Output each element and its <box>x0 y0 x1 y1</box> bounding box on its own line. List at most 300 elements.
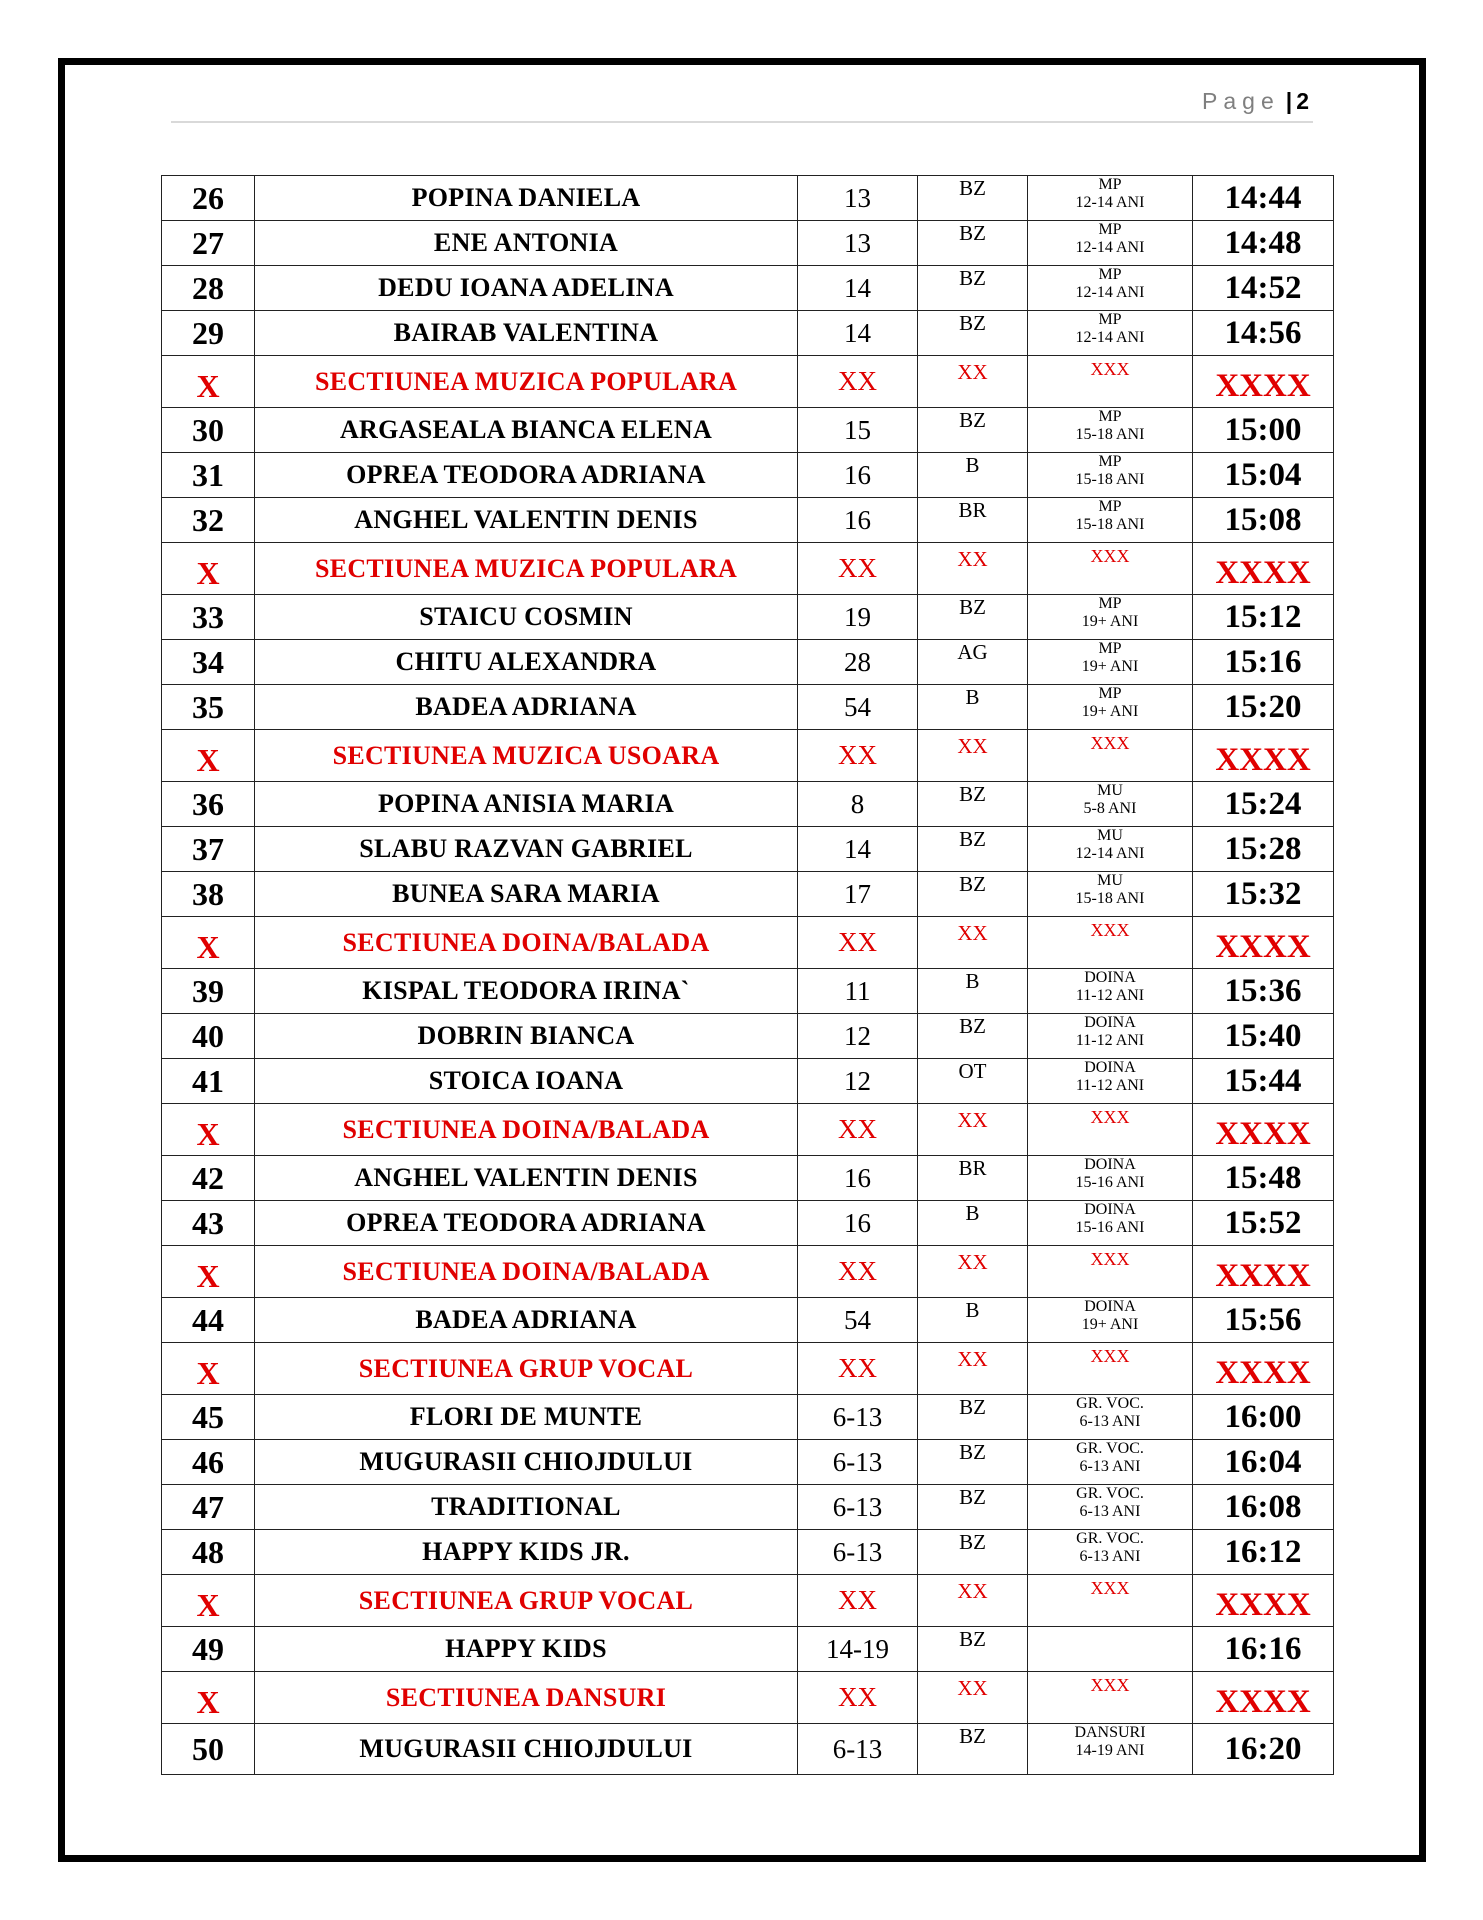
participant-age: 54 <box>798 1298 918 1343</box>
participant-name: SLABU RAZVAN GABRIEL <box>255 827 798 872</box>
county-code: BZ <box>918 1485 1028 1530</box>
participant-age: 17 <box>798 872 918 917</box>
participant-name: SECTIUNEA DANSURI <box>255 1672 798 1724</box>
category-age-group: 15-18 ANI <box>1075 516 1145 533</box>
category <box>1028 872 1193 917</box>
entry-number: 35 <box>162 685 255 730</box>
performance-time: 16:08 <box>1193 1485 1334 1530</box>
category-section: MP <box>1098 266 1122 283</box>
county-code: B <box>918 685 1028 730</box>
performance-time: 15:40 <box>1193 1014 1334 1059</box>
performance-time: XXXX <box>1193 917 1334 969</box>
entry-number: 47 <box>162 1485 255 1530</box>
county-code: BZ <box>918 266 1028 311</box>
entry-number: 50 <box>162 1724 255 1775</box>
participant-name: DOBRIN BIANCA <box>255 1014 798 1059</box>
table-row <box>162 176 1334 221</box>
entry-number: X <box>162 1672 255 1724</box>
category-section: DOINA <box>1084 1059 1136 1076</box>
performance-time: 16:00 <box>1193 1395 1334 1440</box>
category <box>1028 685 1193 730</box>
table-row <box>162 1627 1334 1672</box>
entry-number: 37 <box>162 827 255 872</box>
category-section: MP <box>1098 311 1122 328</box>
category-section: MU <box>1097 782 1123 799</box>
table-row <box>162 498 1334 543</box>
performance-time: 15:44 <box>1193 1059 1334 1104</box>
entry-number: X <box>162 1575 255 1627</box>
participant-age: 54 <box>798 685 918 730</box>
participant-age: 16 <box>798 453 918 498</box>
county-code: B <box>918 453 1028 498</box>
category-section: MP <box>1098 595 1122 612</box>
county-code: BZ <box>918 408 1028 453</box>
table-row <box>162 1530 1334 1575</box>
category-age-group: 12-14 ANI <box>1075 284 1145 301</box>
participant-age: 11 <box>798 969 918 1014</box>
participant-age: XX <box>798 543 918 595</box>
category <box>1028 266 1193 311</box>
category <box>1028 1395 1193 1440</box>
performance-time: XXXX <box>1193 1575 1334 1627</box>
category-section: XXX <box>1090 1346 1130 1366</box>
participant-age: 6-13 <box>798 1724 918 1775</box>
page-separator: | <box>1285 88 1293 114</box>
participant-name: POPINA DANIELA <box>255 176 798 221</box>
category-age-group: 11-12 ANI <box>1075 987 1145 1004</box>
performance-time: 15:20 <box>1193 685 1334 730</box>
table-row <box>162 969 1334 1014</box>
county-code: XX <box>918 1104 1028 1156</box>
participant-age: 28 <box>798 640 918 685</box>
participant-age: 12 <box>798 1014 918 1059</box>
category-section: MP <box>1098 408 1122 425</box>
entry-number: 34 <box>162 640 255 685</box>
performance-time: XXXX <box>1193 1343 1334 1395</box>
section-header-row <box>162 1246 1334 1298</box>
participant-name: ENE ANTONIA <box>255 221 798 266</box>
entry-number: 26 <box>162 176 255 221</box>
section-header-row <box>162 730 1334 782</box>
participant-age: 6-13 <box>798 1395 918 1440</box>
entry-number: 29 <box>162 311 255 356</box>
entry-number: X <box>162 543 255 595</box>
entry-number: 32 <box>162 498 255 543</box>
table-row <box>162 1156 1334 1201</box>
participant-age: 16 <box>798 498 918 543</box>
county-code: BR <box>918 498 1028 543</box>
section-header-row <box>162 1104 1334 1156</box>
county-code: BZ <box>918 1530 1028 1575</box>
category <box>1028 1014 1193 1059</box>
category-age-group: 6-13 ANI <box>1079 1548 1141 1565</box>
performance-time: XXXX <box>1193 1246 1334 1298</box>
category-section: MU <box>1097 872 1123 889</box>
performance-time: XXXX <box>1193 1104 1334 1156</box>
category-section: DOINA <box>1084 1298 1136 1315</box>
county-code: XX <box>918 1575 1028 1627</box>
category <box>1028 1343 1193 1395</box>
participant-name: DEDU IOANA ADELINA <box>255 266 798 311</box>
category <box>1028 730 1193 782</box>
entry-number: 30 <box>162 408 255 453</box>
table-row <box>162 827 1334 872</box>
category <box>1028 595 1193 640</box>
category-section: MP <box>1098 498 1122 515</box>
table-row <box>162 221 1334 266</box>
category-section: MP <box>1098 640 1122 657</box>
category-section: MU <box>1097 827 1123 844</box>
entry-number: 38 <box>162 872 255 917</box>
entry-number: X <box>162 1104 255 1156</box>
category <box>1028 176 1193 221</box>
category-section: XXX <box>1090 920 1130 940</box>
category <box>1028 1201 1193 1246</box>
category-section: GR. VOC. <box>1076 1395 1144 1412</box>
participant-name: STOICA IOANA <box>255 1059 798 1104</box>
participant-name: STAICU COSMIN <box>255 595 798 640</box>
category <box>1028 1440 1193 1485</box>
category <box>1028 1627 1193 1672</box>
participant-age: 16 <box>798 1201 918 1246</box>
category-age-group: 14-19 ANI <box>1075 1742 1145 1759</box>
performance-time: 15:28 <box>1193 827 1334 872</box>
category <box>1028 1485 1193 1530</box>
participant-name: SECTIUNEA MUZICA USOARA <box>255 730 798 782</box>
table-row <box>162 453 1334 498</box>
category <box>1028 1298 1193 1343</box>
performance-time: 15:48 <box>1193 1156 1334 1201</box>
county-code: BZ <box>918 782 1028 827</box>
participant-name: BADEA ADRIANA <box>255 1298 798 1343</box>
county-code: BZ <box>918 1395 1028 1440</box>
county-code: XX <box>918 730 1028 782</box>
participant-name: BAIRAB VALENTINA <box>255 311 798 356</box>
table-row <box>162 1440 1334 1485</box>
category-age-group: 11-12 ANI <box>1075 1032 1145 1049</box>
category <box>1028 827 1193 872</box>
table-row <box>162 311 1334 356</box>
section-header-row <box>162 543 1334 595</box>
county-code: BZ <box>918 1627 1028 1672</box>
category-age-group: 6-13 ANI <box>1079 1503 1141 1520</box>
participant-age: XX <box>798 730 918 782</box>
county-code: B <box>918 969 1028 1014</box>
page-number: 2 <box>1296 88 1309 114</box>
category-section: XXX <box>1090 546 1130 566</box>
performance-time: 15:16 <box>1193 640 1334 685</box>
participant-age: XX <box>798 1343 918 1395</box>
category-section: XXX <box>1090 1578 1130 1598</box>
entry-number: 45 <box>162 1395 255 1440</box>
county-code: B <box>918 1201 1028 1246</box>
participant-age: 8 <box>798 782 918 827</box>
participant-name: POPINA ANISIA MARIA <box>255 782 798 827</box>
entry-number: 43 <box>162 1201 255 1246</box>
performance-time: 15:56 <box>1193 1298 1334 1343</box>
participant-age: 13 <box>798 176 918 221</box>
performance-time: 15:08 <box>1193 498 1334 543</box>
participant-age: 6-13 <box>798 1530 918 1575</box>
category-section: XXX <box>1090 1107 1130 1127</box>
participant-name: SECTIUNEA DOINA/BALADA <box>255 1246 798 1298</box>
category <box>1028 543 1193 595</box>
category-age-group: 19+ ANI <box>1081 658 1139 675</box>
entry-number: 39 <box>162 969 255 1014</box>
table-row <box>162 266 1334 311</box>
county-code: BZ <box>918 1440 1028 1485</box>
entry-number: X <box>162 730 255 782</box>
entry-number: 41 <box>162 1059 255 1104</box>
category-section: MP <box>1098 221 1122 238</box>
category-section: XXX <box>1090 1249 1130 1269</box>
category-section: DOINA <box>1084 969 1136 986</box>
participant-name: FLORI DE MUNTE <box>255 1395 798 1440</box>
entry-number: 44 <box>162 1298 255 1343</box>
performance-time: 15:04 <box>1193 453 1334 498</box>
performance-time: 14:48 <box>1193 221 1334 266</box>
category <box>1028 969 1193 1014</box>
county-code: BZ <box>918 1724 1028 1775</box>
page-label: Page <box>1202 88 1280 114</box>
entry-number: 48 <box>162 1530 255 1575</box>
participant-age: 13 <box>798 221 918 266</box>
county-code: XX <box>918 917 1028 969</box>
category-section: MP <box>1098 453 1122 470</box>
entry-number: 49 <box>162 1627 255 1672</box>
category <box>1028 1530 1193 1575</box>
table-row <box>162 1059 1334 1104</box>
participant-age: 12 <box>798 1059 918 1104</box>
category-age-group: 19+ ANI <box>1081 613 1139 630</box>
category <box>1028 1724 1193 1775</box>
performance-time: 16:16 <box>1193 1627 1334 1672</box>
county-code: BZ <box>918 595 1028 640</box>
participant-name: HAPPY KIDS <box>255 1627 798 1672</box>
participant-name: BADEA ADRIANA <box>255 685 798 730</box>
county-code: OT <box>918 1059 1028 1104</box>
participant-age: 14 <box>798 266 918 311</box>
participant-name: SECTIUNEA GRUP VOCAL <box>255 1575 798 1627</box>
participant-age: 15 <box>798 408 918 453</box>
entry-number: 27 <box>162 221 255 266</box>
category-section: GR. VOC. <box>1076 1530 1144 1547</box>
page-header <box>171 86 1313 123</box>
participant-name: BUNEA SARA MARIA <box>255 872 798 917</box>
category <box>1028 1575 1193 1627</box>
performance-time: 15:12 <box>1193 595 1334 640</box>
performance-time: XXXX <box>1193 356 1334 408</box>
category <box>1028 311 1193 356</box>
performance-time: XXXX <box>1193 543 1334 595</box>
table-row <box>162 595 1334 640</box>
category <box>1028 453 1193 498</box>
category-age-group: 15-18 ANI <box>1075 890 1145 907</box>
table-row <box>162 1485 1334 1530</box>
table-row <box>162 782 1334 827</box>
performance-time: 14:56 <box>1193 311 1334 356</box>
section-header-row <box>162 1343 1334 1395</box>
entry-number: 36 <box>162 782 255 827</box>
section-header-row <box>162 1575 1334 1627</box>
section-header-row <box>162 356 1334 408</box>
participant-age: 14 <box>798 827 918 872</box>
performance-time: 14:44 <box>1193 176 1334 221</box>
category <box>1028 1059 1193 1104</box>
category <box>1028 356 1193 408</box>
participant-name: MUGURASII CHIOJDULUI <box>255 1440 798 1485</box>
table-row <box>162 640 1334 685</box>
category-age-group: 15-16 ANI <box>1075 1174 1145 1191</box>
performance-time: 16:12 <box>1193 1530 1334 1575</box>
category-age-group: 12-14 ANI <box>1075 239 1145 256</box>
county-code: XX <box>918 543 1028 595</box>
category-section: MP <box>1098 685 1122 702</box>
participant-age: XX <box>798 1104 918 1156</box>
entry-number: X <box>162 356 255 408</box>
category <box>1028 640 1193 685</box>
category <box>1028 408 1193 453</box>
section-header-row <box>162 1672 1334 1724</box>
county-code: XX <box>918 356 1028 408</box>
category-section: GR. VOC. <box>1076 1440 1144 1457</box>
participant-name: KISPAL TEODORA IRINA` <box>255 969 798 1014</box>
entry-number: 46 <box>162 1440 255 1485</box>
participant-name: SECTIUNEA DOINA/BALADA <box>255 1104 798 1156</box>
category-section: XXX <box>1090 1675 1130 1695</box>
performance-time: 15:32 <box>1193 872 1334 917</box>
county-code: XX <box>918 1246 1028 1298</box>
performance-time: 15:00 <box>1193 408 1334 453</box>
category-age-group: 5-8 ANI <box>1083 800 1137 817</box>
table-row <box>162 1201 1334 1246</box>
performance-time: 15:24 <box>1193 782 1334 827</box>
participant-name: SECTIUNEA DOINA/BALADA <box>255 917 798 969</box>
table-row <box>162 872 1334 917</box>
participant-name: SECTIUNEA MUZICA POPULARA <box>255 356 798 408</box>
county-code: BZ <box>918 827 1028 872</box>
participant-age: 6-13 <box>798 1485 918 1530</box>
category <box>1028 221 1193 266</box>
participant-name: HAPPY KIDS JR. <box>255 1530 798 1575</box>
entry-number: X <box>162 917 255 969</box>
category-section: XXX <box>1090 359 1130 379</box>
category <box>1028 1672 1193 1724</box>
category <box>1028 1104 1193 1156</box>
category-age-group: 19+ ANI <box>1081 1316 1139 1333</box>
section-header-row <box>162 917 1334 969</box>
entry-number: 33 <box>162 595 255 640</box>
category-age-group: 12-14 ANI <box>1075 845 1145 862</box>
county-code: XX <box>918 1672 1028 1724</box>
category-age-group: 11-12 ANI <box>1075 1077 1145 1094</box>
performance-time: XXXX <box>1193 730 1334 782</box>
performance-time: 15:36 <box>1193 969 1334 1014</box>
performance-time: 14:52 <box>1193 266 1334 311</box>
performance-time: 16:20 <box>1193 1724 1334 1775</box>
entry-number: X <box>162 1343 255 1395</box>
table-row <box>162 408 1334 453</box>
performance-time: 15:52 <box>1193 1201 1334 1246</box>
participant-age: 16 <box>798 1156 918 1201</box>
participant-name: ANGHEL VALENTIN DENIS <box>255 498 798 543</box>
category-section: GR. VOC. <box>1076 1485 1144 1502</box>
category-section: DOINA <box>1084 1156 1136 1173</box>
county-code: BZ <box>918 1014 1028 1059</box>
entry-number: 31 <box>162 453 255 498</box>
county-code: BZ <box>918 221 1028 266</box>
entry-number: 28 <box>162 266 255 311</box>
performance-time: XXXX <box>1193 1672 1334 1724</box>
participant-name: OPREA TEODORA ADRIANA <box>255 453 798 498</box>
participant-age: XX <box>798 917 918 969</box>
category-age-group: 6-13 ANI <box>1079 1413 1141 1430</box>
participant-age: 14-19 <box>798 1627 918 1672</box>
participant-age: XX <box>798 356 918 408</box>
participant-name: OPREA TEODORA ADRIANA <box>255 1201 798 1246</box>
category-age-group: 6-13 ANI <box>1079 1458 1141 1475</box>
category-section: DOINA <box>1084 1201 1136 1218</box>
table-row <box>162 1724 1334 1775</box>
participant-name: SECTIUNEA GRUP VOCAL <box>255 1343 798 1395</box>
county-code: AG <box>918 640 1028 685</box>
category-age-group: 12-14 ANI <box>1075 194 1145 211</box>
participant-age: XX <box>798 1672 918 1724</box>
entry-number: 42 <box>162 1156 255 1201</box>
participant-name: ARGASEALA BIANCA ELENA <box>255 408 798 453</box>
category-age-group: 19+ ANI <box>1081 703 1139 720</box>
category-age-group: 15-16 ANI <box>1075 1219 1145 1236</box>
category <box>1028 917 1193 969</box>
participant-age: 6-13 <box>798 1440 918 1485</box>
table-row <box>162 1014 1334 1059</box>
county-code: BZ <box>918 872 1028 917</box>
participant-name: TRADITIONAL <box>255 1485 798 1530</box>
county-code: XX <box>918 1343 1028 1395</box>
category <box>1028 498 1193 543</box>
participant-age: 19 <box>798 595 918 640</box>
participant-name: SECTIUNEA MUZICA POPULARA <box>255 543 798 595</box>
schedule-body <box>162 176 1334 1775</box>
performance-time: 16:04 <box>1193 1440 1334 1485</box>
category-age-group: 12-14 ANI <box>1075 329 1145 346</box>
category-section: MP <box>1098 176 1122 193</box>
category <box>1028 782 1193 827</box>
schedule-table <box>161 175 1334 1775</box>
county-code: BZ <box>918 311 1028 356</box>
participant-name: CHITU ALEXANDRA <box>255 640 798 685</box>
category-section: XXX <box>1090 733 1130 753</box>
county-code: BZ <box>918 176 1028 221</box>
category <box>1028 1156 1193 1201</box>
participant-name: ANGHEL VALENTIN DENIS <box>255 1156 798 1201</box>
participant-age: XX <box>798 1575 918 1627</box>
category-age-group: 15-18 ANI <box>1075 426 1145 443</box>
participant-age: XX <box>798 1246 918 1298</box>
county-code: BR <box>918 1156 1028 1201</box>
category <box>1028 1246 1193 1298</box>
entry-number: X <box>162 1246 255 1298</box>
county-code: B <box>918 1298 1028 1343</box>
table-row <box>162 1395 1334 1440</box>
category-section: DOINA <box>1084 1014 1136 1031</box>
category-age-group: 15-18 ANI <box>1075 471 1145 488</box>
entry-number: 40 <box>162 1014 255 1059</box>
participant-age: 14 <box>798 311 918 356</box>
table-row <box>162 1298 1334 1343</box>
table-row <box>162 685 1334 730</box>
category-section: DANSURI <box>1074 1724 1146 1741</box>
